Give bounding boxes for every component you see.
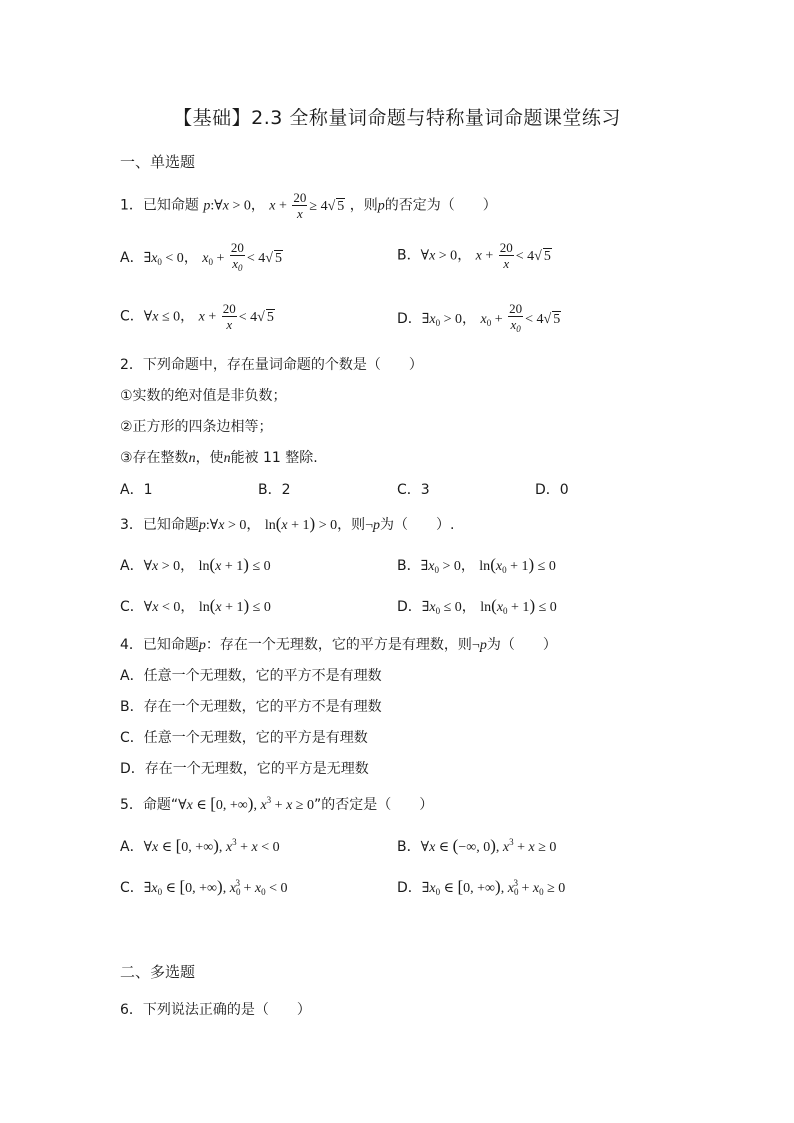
q1-option-a[interactable]: A．$\exists x_0 < 0$， $x_0$ + $\frac{20}{x_0}$ < 4√ 5 <box>120 240 282 273</box>
question-5: 5．命题“∀x ∈ [0, +∞), $x^3 + x \ge 0$”的否定是（ ） <box>120 794 434 813</box>
q5-option-d[interactable]: D．$\exists x_0$ ∈ [0, +∞), $x_0^3 + x_0 \ge 0$ <box>397 877 566 897</box>
q4-option-d[interactable]: D．存在一个无理数，它的平方是无理数 <box>120 761 369 777</box>
q4-option-a[interactable]: A．任意一个无理数，它的平方不是有理数 <box>120 668 382 684</box>
q5-option-c[interactable]: C．$\exists x_0$ ∈ [0, +∞), $x_0^3 + x_0 < 0$ <box>120 877 288 897</box>
question-4: 4．已知命题p：存在一个无理数，它的平方是有理数，则¬p为（ ） <box>120 637 557 653</box>
q5-option-b[interactable]: B．∀x ∈ (−∞, 0), $x^3 + x \ge 0$ <box>397 836 557 855</box>
q4-option-b[interactable]: B．存在一个无理数，它的平方不是有理数 <box>120 699 382 715</box>
question-1: 1．已知命题 p:∀x > 0， x + $\frac{20}{x}$ ≥ 4√ 5 ，则p的否定为（ ） <box>120 190 497 221</box>
section-single-choice: 一、单选题 <box>120 153 196 171</box>
q2-item-3: ③存在整数n，使n能被 11 整除. <box>120 450 318 466</box>
question-3: 3．已知命题p:∀x > 0， ln(x + 1) > 0，则¬p为（ ）. <box>120 514 455 533</box>
q2-option-c[interactable]: C．3 <box>397 482 430 498</box>
q3-option-c[interactable]: C．∀x < 0， ln(x + 1) ≤ 0 <box>120 596 271 615</box>
q2-option-a[interactable]: A．1 <box>120 482 153 498</box>
q1-stem-suffix: 的否定为（ ） <box>384 197 497 214</box>
q1-option-b[interactable]: B．∀x > 0， x + $\frac{20}{x}$ < 4√ 5 <box>397 240 551 271</box>
page-title: 【基础】2.3 全称量词命题与特称量词命题课堂练习 <box>173 107 621 129</box>
q2-item-1: ①实数的绝对值是非负数； <box>120 388 287 404</box>
q3-option-d[interactable]: D．$\exists x_0 \le 0$， $\ln(x_0 + 1) \le 0$ <box>397 596 557 616</box>
q1-option-c[interactable]: C．∀x ≤ 0， x + $\frac{20}{x}$ < 4√ 5 <box>120 301 274 332</box>
q1-math-premise: p <box>203 198 211 214</box>
q3-option-a[interactable]: A．∀x > 0， ln(x + 1) ≤ 0 <box>120 555 271 574</box>
question-2: 2．下列命题中，存在量词命题的个数是（ ） <box>120 357 423 373</box>
q1-stem-mid: ，则 <box>349 197 378 214</box>
q1-stem-prefix: 1．已知命题 <box>120 197 199 214</box>
q1-fraction: $\frac{20}{x}$ <box>293 190 307 221</box>
q3-option-b[interactable]: B．$\exists x_0 > 0$， $\ln(x_0 + 1) \le 0$ <box>397 555 556 575</box>
section-multiple-choice: 二、多选题 <box>120 963 196 981</box>
q4-option-c[interactable]: C．任意一个无理数，它的平方是有理数 <box>120 730 368 746</box>
question-6: 6．下列说法正确的是（ ） <box>120 1002 311 1018</box>
q1-option-d[interactable]: D．$\exists x_0 > 0$， $x_0$ + $\frac{20}{x_0}$ < 4√ 5 <box>397 301 561 334</box>
q5-option-a[interactable]: A．∀x ∈ [0, +∞), $x^3 + x < 0$ <box>120 836 280 855</box>
q2-item-2: ②正方形的四条边相等； <box>120 419 273 435</box>
q2-option-b[interactable]: B．2 <box>258 482 291 498</box>
q2-option-d[interactable]: D．0 <box>535 482 569 498</box>
